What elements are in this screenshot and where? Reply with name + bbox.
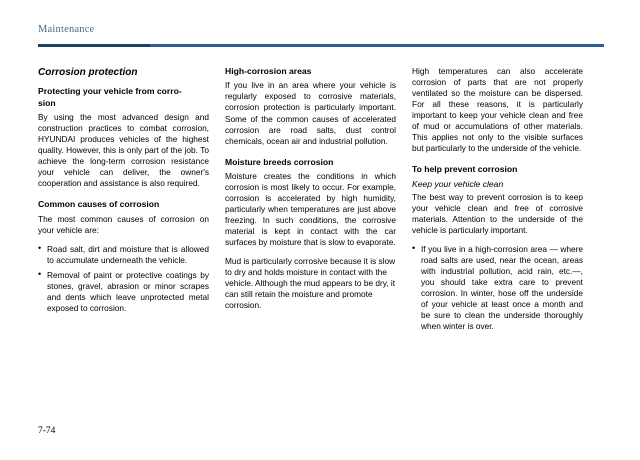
subsection-title-high-corrosion-areas: High-corrosion areas xyxy=(225,66,312,76)
header-divider-accent xyxy=(38,44,150,47)
list-item: • Removal of paint or protective coatings by stones, gravel, abrasion or minor scrapes and dents which leave unprotected metal exposed to corrosion. xyxy=(38,270,209,314)
subsection-title-moisture-breeds-corrosion: Moisture breeds corrosion xyxy=(225,156,334,167)
column-1 xyxy=(38,66,209,336)
paragraph-common-causes-intro: The most common causes of corrosion on your vehicle are: xyxy=(38,213,209,235)
paragraph-protecting-body: By using the most advanced design and construction practices to combat corrosion, HYUNDAI produces vehicles of the highest quality. However, this is only part of the job. To achieve the long-term corrosion resistance your vehicle can deliver, the owner's cooperation and assistance is also required. xyxy=(38,112,209,189)
subsection-title-to-help-prevent-corrosion: To help prevent corrosion xyxy=(412,164,518,175)
subsection-title-common-causes: Common causes of corrosion xyxy=(38,199,160,210)
page-content xyxy=(38,66,608,336)
paragraph-keep-clean-body: The best way to prevent corrosion is to keep your vehicle clean and free of corrosive materials. Attention to the underside of the vehicle is particularly important. xyxy=(412,192,583,236)
paragraph-moisture-body: Moisture creates the conditions in which corrosion is most likely to occur. For example, corrosion is accelerated by high humidity, particularly when temperatures are just above freezing. In such conditions, the corrosive material is kept in contact with the car surfaces by moisture that is slow to evaporate. xyxy=(225,171,396,248)
paragraph-high-temperatures: High temperatures can also accelerate corrosion of parts that are not properly ventilated so the moisture can be dispersed. For all these reasons, it is particularly important to keep your vehicle clean and free of mud or accumulations of other materials. This applies not only to the visible surfaces but particularly to the underside of the vehicle. xyxy=(412,66,583,154)
subsection-title-protecting-line2: sion xyxy=(38,97,56,108)
paragraph-mud-body: Mud is particularly corrosive because it is slow to dry and holds moisture in contact with the vehicle. Although the mud appears to be dry, it can still retain the moisture and promote corrosion. xyxy=(225,256,396,311)
page-number: 7-74 xyxy=(38,426,56,436)
page-header xyxy=(38,24,604,35)
chapter-label: Maintenance xyxy=(38,24,95,35)
column-2 xyxy=(225,66,396,336)
list-prevent-corrosion xyxy=(412,244,583,332)
section-title-corrosion-protection: Corrosion protection xyxy=(38,67,138,78)
list-item: • Road salt, dirt and moisture that is allowed to accumulate underneath the vehicle. xyxy=(38,244,209,266)
list-common-causes xyxy=(38,244,209,314)
column-3 xyxy=(412,66,583,336)
paragraph-high-corrosion-areas: If you live in an area where your vehicle is regularly exposed to corrosive materials, corrosion protection is particularly important. Some of the common causes of accelerated corrosion are road salts, dust control chemicals, ocean air and industrial pollution. xyxy=(225,80,396,146)
subsection-title-protecting-line1: Protecting your vehicle from corro- xyxy=(38,86,182,97)
subsection-title-keep-vehicle-clean: Keep your vehicle clean xyxy=(412,178,504,189)
list-item: • If you live in a high-corrosion area — where road salts are used, near the ocean, areas with industrial pollution, acid rain, etc.—, you should take extra care to prevent corrosion. In winter, hose off the underside of your vehicle at least once a month and be sure to clean the underside thoroughly when winter is over. xyxy=(412,244,583,332)
